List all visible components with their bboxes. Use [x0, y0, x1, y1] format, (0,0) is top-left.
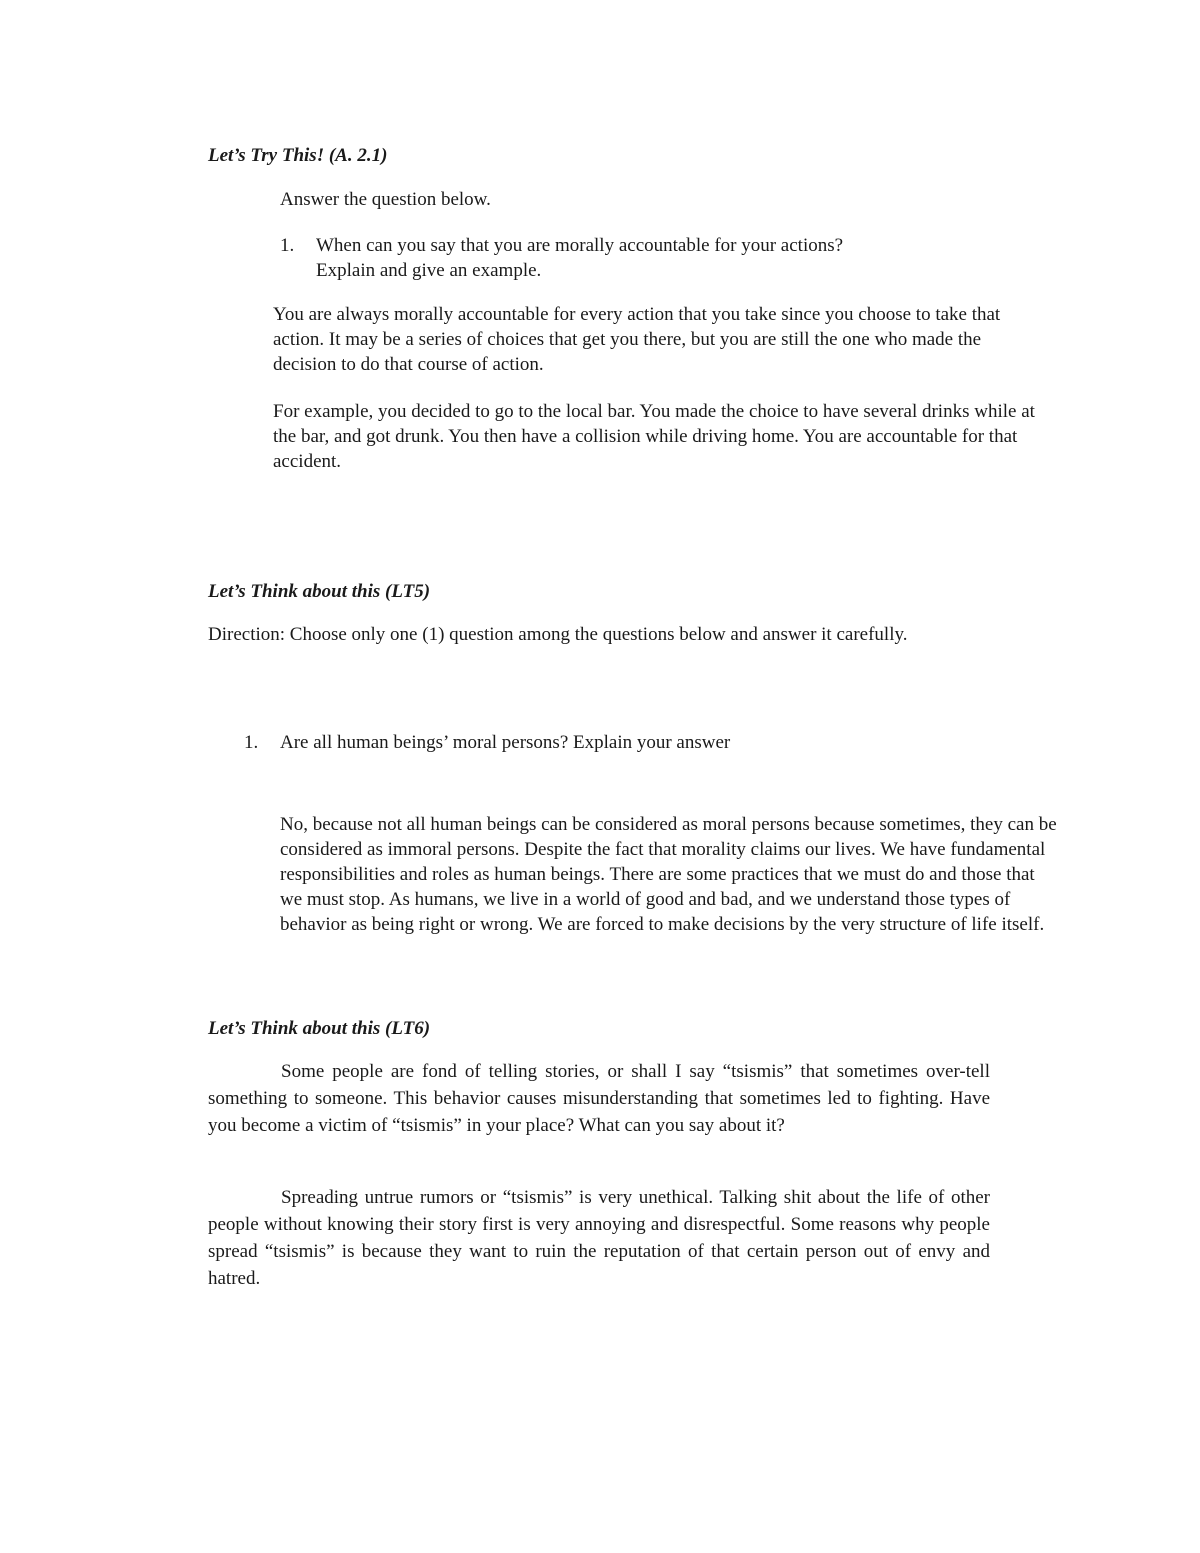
lt5-question-text: Are all human beings’ moral persons? Explain your answer [280, 732, 731, 753]
lt6-prompt-paragraph: Some people are fond of telling stories, or shall I say “tsismis” that sometimes over-tell something to someone. This behavior causes misunderstanding that sometimes led to fighting. Have you become a victim of “tsismis” in your place? What can you say about it? [208, 1061, 990, 1136]
answer-paragraph-2: For example, you decided to go to the local bar. You made the choice to have several drinks while at the bar, and got drunk. You then have a collision while driving home. You are accountable for that accident. [273, 401, 1035, 472]
question-item [280, 233, 1000, 283]
question-number: 1. [280, 235, 295, 256]
lt5-question-item [244, 730, 1044, 755]
section-heading-try-this: Let’s Try This! (A. 2.1) [208, 145, 388, 166]
lt6-answer-paragraph: Spreading untrue rumors or “tsismis” is very unethical. Talking shit about the life of other people without knowing their story first is very annoying and disrespectful. Some reasons why people spread “tsismis” is because they want to ruin the reputation of that certain person out of envy and hatred. [208, 1187, 990, 1289]
direction-text: Direction: Choose only one (1) question among the questions below and answer it carefully. [208, 624, 908, 645]
lt5-answer-paragraph: No, because not all human beings can be considered as moral persons because sometimes, they can be considered as immoral persons. Despite the fact that morality claims our lives. We have fundamental responsibilities and roles as human beings. There are some practices that we must do and those that we must stop. As humans, we live in a world of good and bad, and we understand those types of behavior as being right or wrong. We are forced to make decisions by the very structure of life itself. [280, 814, 1057, 935]
instruction-text: Answer the question below. [280, 189, 491, 210]
lt5-question-number: 1. [244, 732, 259, 753]
section-heading-lt6: Let’s Think about this (LT6) [208, 1018, 431, 1039]
question-line-1: When can you say that you are morally accountable for your actions? [316, 235, 844, 256]
section-heading-lt5: Let’s Think about this (LT5) [208, 581, 431, 602]
question-text [316, 233, 843, 283]
answer-paragraph-1: You are always morally accountable for every action that you take since you choose to take that action. It may be a series of choices that get you there, but you are still the one who made the decision to do that course of action. [273, 304, 1001, 375]
question-line-2: Explain and give an example. [316, 260, 542, 281]
